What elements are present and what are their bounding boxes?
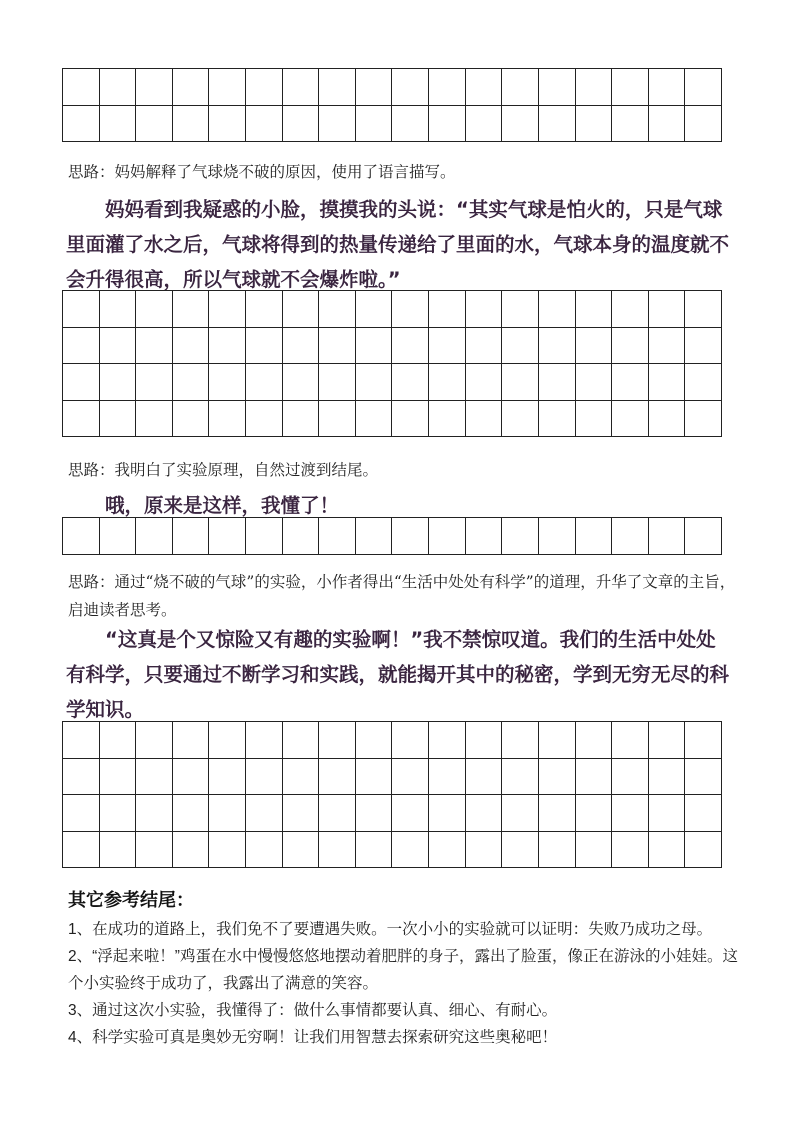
grid-cell[interactable] bbox=[612, 832, 649, 869]
grid-cell[interactable] bbox=[319, 69, 356, 106]
grid-cell[interactable] bbox=[283, 364, 320, 401]
thinking-note-1: 思路：妈妈解释了气球烧不破的原因，使用了语言描写。 bbox=[68, 163, 456, 181]
grid-cell[interactable] bbox=[283, 832, 320, 869]
grid-cell[interactable] bbox=[173, 518, 210, 555]
grid-cell[interactable] bbox=[612, 364, 649, 401]
grid-cell[interactable] bbox=[136, 401, 173, 438]
grid-cell[interactable] bbox=[612, 795, 649, 832]
grid-cell[interactable] bbox=[576, 328, 613, 365]
grid-cell[interactable] bbox=[466, 69, 503, 106]
grid-cell[interactable] bbox=[246, 291, 283, 328]
grid-cell[interactable] bbox=[209, 364, 246, 401]
grid-cell[interactable] bbox=[136, 69, 173, 106]
grid-cell[interactable] bbox=[173, 401, 210, 438]
grid-cell[interactable] bbox=[209, 722, 246, 759]
grid-cell[interactable] bbox=[539, 759, 576, 796]
grid-cell[interactable] bbox=[246, 364, 283, 401]
thinking-note-3: 思路：通过“烧不破的气球”的实验，小作者得出“生活中处处有科学”的道理，升华了文章的主旨，启迪读者思考。 bbox=[68, 573, 736, 619]
writing-grid-1[interactable] bbox=[62, 68, 722, 142]
grid-cell[interactable] bbox=[539, 518, 576, 555]
grid-cell[interactable] bbox=[100, 328, 137, 365]
grid-cell[interactable] bbox=[356, 106, 393, 143]
grid-cell[interactable] bbox=[319, 291, 356, 328]
grid-cell[interactable] bbox=[63, 722, 100, 759]
grid-cell[interactable] bbox=[100, 759, 137, 796]
grid-cell[interactable] bbox=[392, 328, 429, 365]
grid-cell[interactable] bbox=[466, 759, 503, 796]
grid-cell[interactable] bbox=[283, 795, 320, 832]
grid-cell[interactable] bbox=[173, 722, 210, 759]
grid-cell[interactable] bbox=[429, 401, 466, 438]
grid-cell[interactable] bbox=[100, 364, 137, 401]
grid-cell[interactable] bbox=[209, 69, 246, 106]
grid-cell[interactable] bbox=[209, 518, 246, 555]
grid-cell[interactable] bbox=[502, 518, 539, 555]
grid-cell[interactable] bbox=[685, 518, 722, 555]
grid-cell[interactable] bbox=[576, 106, 613, 143]
grid-cell[interactable] bbox=[429, 106, 466, 143]
grid-cell[interactable] bbox=[63, 106, 100, 143]
grid-cell[interactable] bbox=[246, 69, 283, 106]
grid-cell[interactable] bbox=[576, 518, 613, 555]
grid-cell[interactable] bbox=[356, 832, 393, 869]
grid-cell[interactable] bbox=[356, 401, 393, 438]
grid-cell[interactable] bbox=[136, 722, 173, 759]
writing-grid-2[interactable] bbox=[62, 290, 722, 437]
grid-cell[interactable] bbox=[576, 69, 613, 106]
grid-cell[interactable] bbox=[429, 518, 466, 555]
grid-cell[interactable] bbox=[649, 291, 686, 328]
grid-cell[interactable] bbox=[356, 759, 393, 796]
grid-cell[interactable] bbox=[136, 759, 173, 796]
grid-cell[interactable] bbox=[319, 795, 356, 832]
grid-cell[interactable] bbox=[649, 722, 686, 759]
grid-cell[interactable] bbox=[319, 328, 356, 365]
grid-cell[interactable] bbox=[209, 759, 246, 796]
grid-cell[interactable] bbox=[246, 328, 283, 365]
grid-cell[interactable] bbox=[539, 364, 576, 401]
grid-cell[interactable] bbox=[502, 795, 539, 832]
grid-cell[interactable] bbox=[356, 69, 393, 106]
grid-cell[interactable] bbox=[685, 795, 722, 832]
grid-cell[interactable] bbox=[429, 364, 466, 401]
grid-cell[interactable] bbox=[356, 795, 393, 832]
grid-cell[interactable] bbox=[429, 69, 466, 106]
grid-cell[interactable] bbox=[429, 722, 466, 759]
grid-cell[interactable] bbox=[649, 401, 686, 438]
grid-cell[interactable] bbox=[246, 722, 283, 759]
grid-cell[interactable] bbox=[392, 832, 429, 869]
grid-cell[interactable] bbox=[466, 722, 503, 759]
grid-cell[interactable] bbox=[209, 832, 246, 869]
grid-cell[interactable] bbox=[539, 401, 576, 438]
grid-cell[interactable] bbox=[576, 291, 613, 328]
grid-cell[interactable] bbox=[539, 328, 576, 365]
grid-cell[interactable] bbox=[429, 795, 466, 832]
grid-cell[interactable] bbox=[576, 795, 613, 832]
grid-cell[interactable] bbox=[283, 401, 320, 438]
grid-cell[interactable] bbox=[502, 759, 539, 796]
grid-cell[interactable] bbox=[63, 518, 100, 555]
grid-cell[interactable] bbox=[173, 291, 210, 328]
grid-cell[interactable] bbox=[502, 832, 539, 869]
grid-cell[interactable] bbox=[466, 328, 503, 365]
grid-cell[interactable] bbox=[612, 759, 649, 796]
grid-cell[interactable] bbox=[539, 69, 576, 106]
grid-cell[interactable] bbox=[283, 328, 320, 365]
grid-cell[interactable] bbox=[576, 722, 613, 759]
grid-cell[interactable] bbox=[649, 364, 686, 401]
grid-cell[interactable] bbox=[319, 364, 356, 401]
grid-cell[interactable] bbox=[649, 795, 686, 832]
grid-cell[interactable] bbox=[502, 291, 539, 328]
grid-cell[interactable] bbox=[173, 69, 210, 106]
grid-cell[interactable] bbox=[649, 69, 686, 106]
grid-cell[interactable] bbox=[63, 328, 100, 365]
grid-cell[interactable] bbox=[466, 518, 503, 555]
grid-cell[interactable] bbox=[356, 291, 393, 328]
grid-cell[interactable] bbox=[685, 722, 722, 759]
writing-grid-3[interactable] bbox=[62, 517, 722, 555]
grid-cell[interactable] bbox=[612, 518, 649, 555]
grid-cell[interactable] bbox=[392, 69, 429, 106]
grid-cell[interactable] bbox=[246, 759, 283, 796]
grid-cell[interactable] bbox=[63, 401, 100, 438]
grid-cell[interactable] bbox=[100, 722, 137, 759]
reference-ending-item: 1、在成功的道路上，我们免不了要遭遇失败。一次小小的实验就可以证明：失败乃成功之母。 bbox=[68, 921, 713, 938]
grid-cell[interactable] bbox=[466, 795, 503, 832]
grid-cell[interactable] bbox=[649, 832, 686, 869]
grid-cell[interactable] bbox=[100, 832, 137, 869]
grid-cell[interactable] bbox=[685, 328, 722, 365]
grid-cell[interactable] bbox=[649, 106, 686, 143]
grid-cell[interactable] bbox=[612, 328, 649, 365]
grid-cell[interactable] bbox=[136, 328, 173, 365]
grid-cell[interactable] bbox=[356, 518, 393, 555]
grid-cell[interactable] bbox=[319, 722, 356, 759]
grid-cell[interactable] bbox=[576, 401, 613, 438]
grid-cell[interactable] bbox=[539, 832, 576, 869]
grid-cell[interactable] bbox=[136, 364, 173, 401]
model-passage-2: 哦，原来是这样，我懂了！ bbox=[105, 494, 340, 517]
grid-cell[interactable] bbox=[685, 364, 722, 401]
grid-cell[interactable] bbox=[612, 106, 649, 143]
grid-cell[interactable] bbox=[466, 364, 503, 401]
grid-cell[interactable] bbox=[283, 759, 320, 796]
reference-ending-item: 3、通过这次小实验，我懂得了：做什么事情都要认真、细心、有耐心。 bbox=[68, 1002, 558, 1019]
model-passage-3: “这真是个又惊险又有趣的实验啊！”我不禁惊叹道。我们的生活中处处有科学，只要通过不断学习和实践，就能揭开其中的秘密，学到无穷无尽的科学知识。 bbox=[66, 628, 730, 721]
grid-cell[interactable] bbox=[502, 69, 539, 106]
grid-cell[interactable] bbox=[246, 401, 283, 438]
grid-cell[interactable] bbox=[502, 364, 539, 401]
grid-cell[interactable] bbox=[319, 106, 356, 143]
grid-cell[interactable] bbox=[649, 759, 686, 796]
grid-cell[interactable] bbox=[283, 518, 320, 555]
grid-cell[interactable] bbox=[685, 832, 722, 869]
grid-cell[interactable] bbox=[685, 759, 722, 796]
grid-cell[interactable] bbox=[685, 291, 722, 328]
grid-cell[interactable] bbox=[392, 364, 429, 401]
grid-cell[interactable] bbox=[502, 328, 539, 365]
grid-cell[interactable] bbox=[283, 106, 320, 143]
grid-cell[interactable] bbox=[319, 832, 356, 869]
grid-cell[interactable] bbox=[209, 401, 246, 438]
grid-cell[interactable] bbox=[63, 832, 100, 869]
grid-cell[interactable] bbox=[685, 69, 722, 106]
grid-cell[interactable] bbox=[100, 795, 137, 832]
grid-cell[interactable] bbox=[685, 106, 722, 143]
grid-cell[interactable] bbox=[136, 832, 173, 869]
grid-cell[interactable] bbox=[685, 401, 722, 438]
grid-cell[interactable] bbox=[649, 518, 686, 555]
grid-cell[interactable] bbox=[283, 291, 320, 328]
grid-cell[interactable] bbox=[429, 832, 466, 869]
grid-cell[interactable] bbox=[502, 722, 539, 759]
grid-cell[interactable] bbox=[63, 795, 100, 832]
grid-cell[interactable] bbox=[173, 106, 210, 143]
grid-cell[interactable] bbox=[63, 291, 100, 328]
grid-cell[interactable] bbox=[63, 364, 100, 401]
grid-cell[interactable] bbox=[356, 328, 393, 365]
grid-cell[interactable] bbox=[392, 795, 429, 832]
reference-endings-title: 其它参考结尾： bbox=[68, 890, 194, 911]
grid-cell[interactable] bbox=[466, 106, 503, 143]
grid-cell[interactable] bbox=[209, 795, 246, 832]
grid-cell[interactable] bbox=[539, 722, 576, 759]
grid-cell[interactable] bbox=[100, 291, 137, 328]
grid-cell[interactable] bbox=[502, 401, 539, 438]
grid-cell[interactable] bbox=[392, 518, 429, 555]
grid-cell[interactable] bbox=[466, 832, 503, 869]
grid-cell[interactable] bbox=[209, 106, 246, 143]
grid-cell[interactable] bbox=[246, 518, 283, 555]
grid-cell[interactable] bbox=[612, 722, 649, 759]
grid-cell[interactable] bbox=[136, 291, 173, 328]
grid-cell[interactable] bbox=[100, 518, 137, 555]
grid-cell[interactable] bbox=[246, 832, 283, 869]
thinking-note-2: 思路：我明白了实验原理，自然过渡到结尾。 bbox=[68, 461, 379, 479]
grid-cell[interactable] bbox=[136, 795, 173, 832]
grid-cell[interactable] bbox=[63, 759, 100, 796]
grid-cell[interactable] bbox=[356, 722, 393, 759]
writing-grid-4[interactable] bbox=[62, 721, 722, 868]
grid-cell[interactable] bbox=[429, 328, 466, 365]
grid-cell[interactable] bbox=[392, 401, 429, 438]
grid-cell[interactable] bbox=[100, 401, 137, 438]
grid-cell[interactable] bbox=[612, 401, 649, 438]
grid-cell[interactable] bbox=[612, 291, 649, 328]
grid-cell[interactable] bbox=[209, 328, 246, 365]
grid-cell[interactable] bbox=[649, 328, 686, 365]
grid-cell[interactable] bbox=[173, 795, 210, 832]
grid-cell[interactable] bbox=[173, 759, 210, 796]
grid-cell[interactable] bbox=[539, 106, 576, 143]
grid-cell[interactable] bbox=[539, 795, 576, 832]
grid-cell[interactable] bbox=[392, 722, 429, 759]
grid-cell[interactable] bbox=[173, 364, 210, 401]
grid-cell[interactable] bbox=[319, 518, 356, 555]
grid-cell[interactable] bbox=[576, 364, 613, 401]
grid-cell[interactable] bbox=[466, 291, 503, 328]
grid-cell[interactable] bbox=[612, 69, 649, 106]
grid-cell[interactable] bbox=[246, 795, 283, 832]
reference-ending-item: 2、“浮起来啦！”鸡蛋在水中慢慢悠悠地摆动着肥胖的身子，露出了脸蛋，像正在游泳的小娃娃。这个小实验终于成功了，我露出了满意的笑容。 bbox=[68, 948, 738, 992]
grid-cell[interactable] bbox=[319, 401, 356, 438]
grid-cell[interactable] bbox=[539, 291, 576, 328]
grid-cell[interactable] bbox=[100, 69, 137, 106]
grid-cell[interactable] bbox=[319, 759, 356, 796]
grid-cell[interactable] bbox=[502, 106, 539, 143]
grid-cell[interactable] bbox=[63, 69, 100, 106]
grid-cell[interactable] bbox=[173, 328, 210, 365]
grid-cell[interactable] bbox=[576, 759, 613, 796]
grid-cell[interactable] bbox=[136, 518, 173, 555]
grid-cell[interactable] bbox=[429, 759, 466, 796]
grid-cell[interactable] bbox=[100, 106, 137, 143]
grid-cell[interactable] bbox=[356, 364, 393, 401]
grid-cell[interactable] bbox=[392, 106, 429, 143]
grid-cell[interactable] bbox=[173, 832, 210, 869]
model-passage-1: 妈妈看到我疑惑的小脸，摸摸我的头说：“其实气球是怕火的，只是气球里面灌了水之后，气球将得到的热量传递给了里面的水，气球本身的温度就不会升得很高，所以气球就不会爆炸啦。” bbox=[66, 198, 730, 291]
grid-cell[interactable] bbox=[576, 832, 613, 869]
grid-cell[interactable] bbox=[466, 401, 503, 438]
grid-cell[interactable] bbox=[209, 291, 246, 328]
grid-cell[interactable] bbox=[136, 106, 173, 143]
grid-cell[interactable] bbox=[429, 291, 466, 328]
grid-cell[interactable] bbox=[283, 722, 320, 759]
reference-ending-item: 4、科学实验可真是奥妙无穷啊！让我们用智慧去探索研究这些奥秘吧！ bbox=[68, 1029, 558, 1046]
grid-cell[interactable] bbox=[392, 759, 429, 796]
grid-cell[interactable] bbox=[283, 69, 320, 106]
grid-cell[interactable] bbox=[246, 106, 283, 143]
grid-cell[interactable] bbox=[392, 291, 429, 328]
